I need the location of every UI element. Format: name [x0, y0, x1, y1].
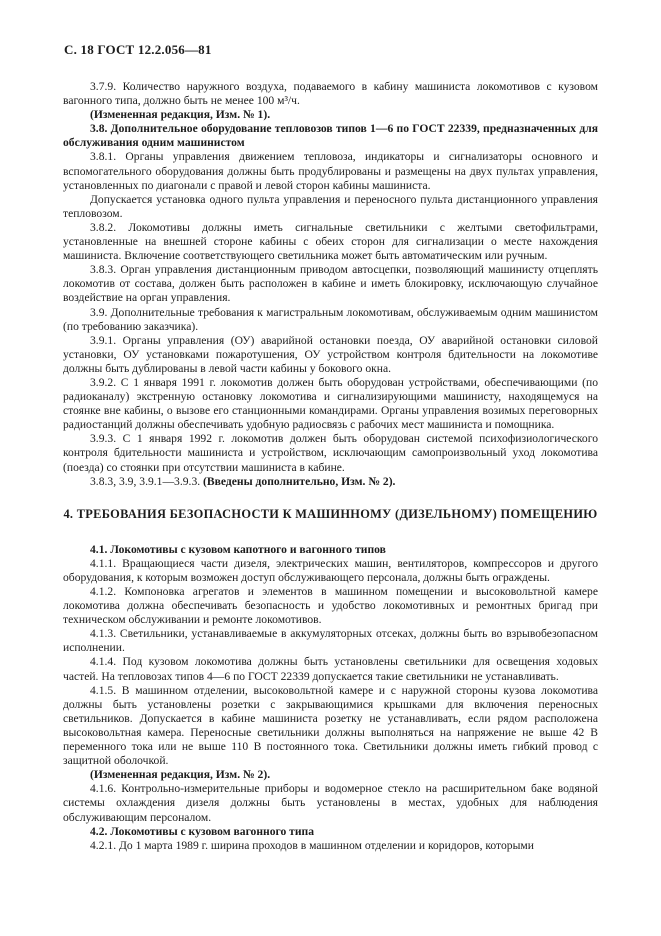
- amendment-clauses: 3.8.3, 3.9, 3.9.1—3.9.3.: [90, 474, 204, 488]
- clause-paragraph: Допускается установка одного пульта управления и переносного пульта дистанционного управления тепловозом.: [63, 192, 598, 220]
- clause-paragraph: 3.9.1. Органы управления (ОУ) аварийной остановки поезда, ОУ аварийной остановки силовой установки, ОУ установками пожаротушения, ОУ устройством контроля бдительности на локомотиве должны быть дублированы в левой части кабины у бокового окна.: [63, 333, 598, 375]
- document-body: [63, 80, 598, 853]
- clause-paragraph: 4.2.1. До 1 марта 1989 г. ширина проходов в машинном отделении и коридоров, которыми: [90, 838, 534, 852]
- clause-paragraph: 3.7.9. Количество наружного воздуха, подаваемого в кабину машиниста локомотивов с кузовом вагонного типа, должно быть не менее 100 м³/ч.: [63, 80, 598, 108]
- clause-paragraph: 3.9.3. С 1 января 1992 г. локомотив должен быть оборудован системой психофизиологического контроля бдительности машиниста и устройством, исключающим самопроизвольный уход локомотива (поезда) со стоянки при отсутствии машиниста в кабине.: [63, 432, 598, 474]
- clause-paragraph: 4.1.2. Компоновка агрегатов и элементов в машинном помещении и высоковольтной камере локомотива должна обеспечивать безопасность и удобство локомотивных и ремонтных бригад при техническом обслуживании и ремонте локомотивов.: [63, 585, 598, 627]
- subsection-heading: 3.8. Дополнительное оборудование тепловозов типов 1—6 по ГОСТ 22339, предназначенных для обслуживания одним машинистом: [63, 122, 598, 150]
- clause-paragraph: 3.8.3. Орган управления дистанционным приводом автосцепки, позволяющий машинисту отцеплять локомотив от состава, должен быть расположен в кабине и иметь блокировку, исключающую случайное воздействие на орган управления.: [63, 263, 598, 305]
- clause-paragraph: 3.9.2. С 1 января 1991 г. локомотив должен быть оборудован устройствами, обеспечивающими (по радиоканалу) экстренную остановку локомотива и сигнализирующими машинисту, находящемуся на стоянке вне кабины, о вызове его станционными командирами. Органы управления возимых переговорных радиостанций должны обеспечивать удобную радиосвязь с рабочих мест машиниста и помощника.: [63, 375, 598, 432]
- clause-paragraph: 4.1.4. Под кузовом локомотива должны быть установлены светильники для освещения ходовых частей. На тепловозах типов 4—6 по ГОСТ 22339 допускается такие светильники не устанавливать.: [63, 655, 598, 683]
- subsection-heading: 4.1. Локомотивы с кузовом капотного и вагонного типов: [90, 542, 386, 556]
- amendment-note: (Введены дополнительно, Изм. № 2).: [203, 474, 396, 488]
- page-header: С. 18 ГОСТ 12.2.056—81: [64, 42, 212, 57]
- clause-paragraph: 4.1.1. Вращающиеся части дизеля, электрических машин, вентиляторов, компрессоров и другого оборудования, к которым возможен доступ обслуживающего персонала, должны быть ограждены.: [63, 556, 598, 584]
- subsection-heading: 4.2. Локомотивы с кузовом вагонного типа: [90, 824, 315, 838]
- section-heading: 4. ТРЕБОВАНИЯ БЕЗОПАСНОСТИ К МАШИННОМУ (ДИЗЕЛЬНОМУ) ПОМЕЩЕНИЮ: [63, 506, 598, 521]
- clause-paragraph: 4.1.3. Светильники, устанавливаемые в аккумуляторных отсеках, должны быть во взрывобезопасном исполнении.: [63, 627, 598, 655]
- clause-paragraph: 3.8.1. Органы управления движением тепловоза, индикаторы и сигнализаторы основного и вспомогательного оборудования должны быть продублированы и размещены на двух пультах управления, установленных по диагонали с правой и левой сторон кабины машиниста.: [63, 150, 598, 192]
- clause-paragraph: 3.9. Дополнительные требования к магистральным локомотивам, обслуживаемым одним машинистом (по требованию заказчика).: [63, 305, 598, 333]
- clause-paragraph: 4.1.6. Контрольно-измерительные приборы и водомерное стекло на расширительном баке водяной системы охлаждения дизеля должны быть установлены в местах, удобных для наблюдения обслуживающим персоналом.: [63, 782, 598, 824]
- amendment-line: [63, 475, 598, 489]
- clause-paragraph: 4.1.5. В машинном отделении, высоковольтной камере и с наружной стороны кузова локомотива должны быть установлены розетки с закрывающимися крышками для включения переносных светильников. Допускается в кабине машиниста розетку не устанавливать, если рядом расположена высоковольтная камера. Переносные светильники должны выполняться на напряжение не выше 42 В переменного тока или не выше 110 В постоянного тока. Светильники должны иметь гибкий провод с защитной оболочкой.: [63, 683, 598, 768]
- amendment-note: (Измененная редакция, Изм. № 1).: [90, 108, 271, 122]
- clause-paragraph: 3.8.2. Локомотивы должны иметь сигнальные светильники с желтыми светофильтрами, установленные на внешней стороне кабины с обеих сторон для сигнализации о месте нахождения машиниста. Включение соответствующего светильника может быть автоматическим или ручным.: [63, 220, 598, 263]
- amendment-note: (Измененная редакция, Изм. № 2).: [90, 768, 271, 782]
